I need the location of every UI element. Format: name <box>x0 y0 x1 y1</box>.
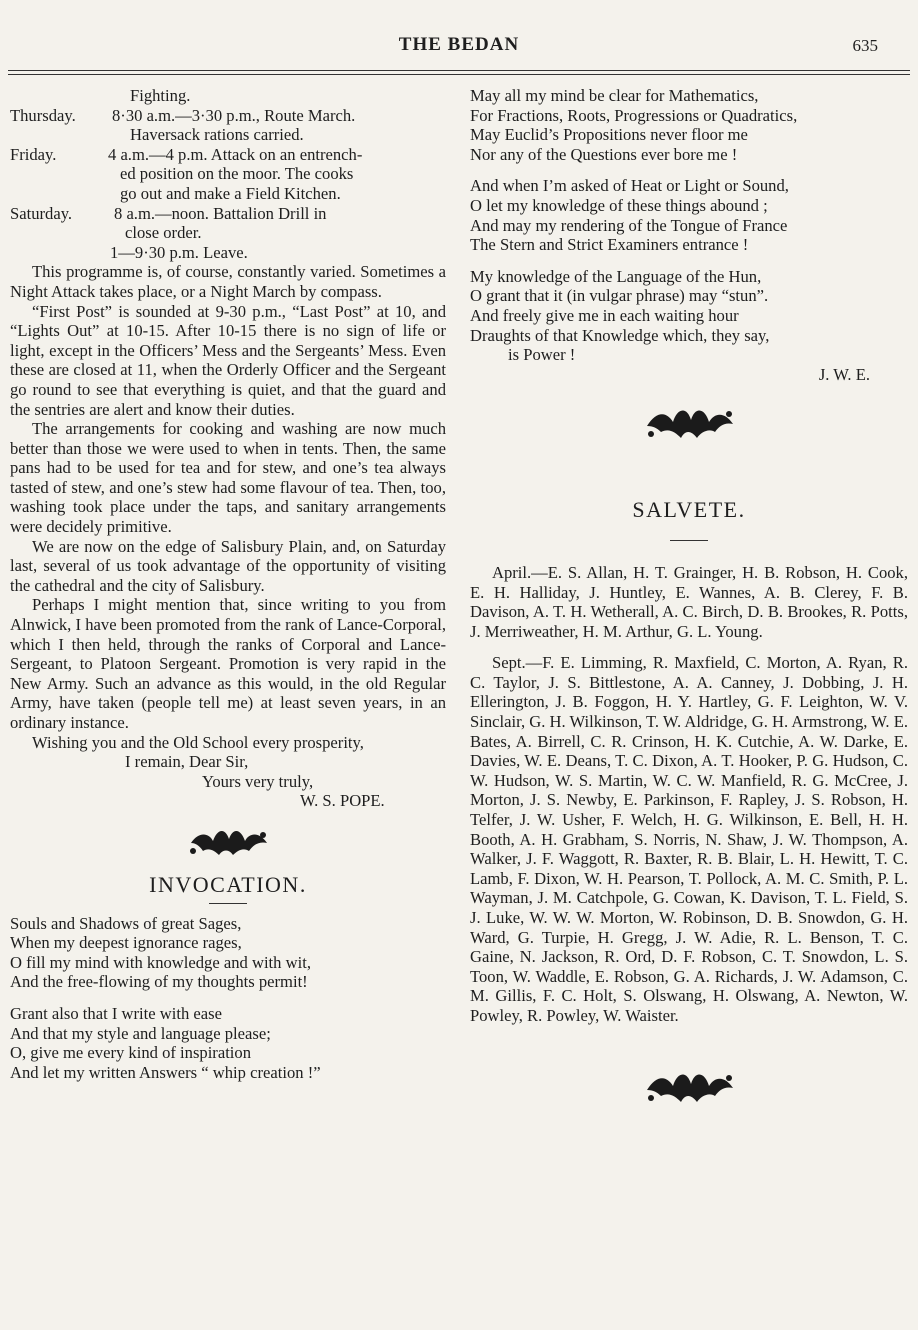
header-rule-top <box>8 70 910 71</box>
poem-line: And when I’m asked of Heat or Light or Sound, <box>470 176 789 196</box>
letter-closing: Yours very truly, <box>202 771 314 791</box>
right-column <box>470 86 908 1108</box>
letter-closing: I remain, Dear Sir, <box>125 752 249 772</box>
poem-line: My knowledge of the Language of the Hun, <box>470 266 762 286</box>
letter-paragraph: Perhaps I might mention that, since writing to you from Alnwick, I have been promoted from the rank of Lance-Corporal, which I then held, through the ranks of Corporal and Lance-Sergeant, to Platoon Sergeant. Promotion is very rapid in the New Army. Such an advance as this would, in the old Regular Army, have taken (people tell me) at least seven years, in an ordinary instance. <box>10 595 446 732</box>
ornament-icon <box>183 821 273 863</box>
salvete-list <box>470 563 908 1026</box>
schedule-saturday-cont: close order. <box>125 223 202 243</box>
schedule-text: 4 a.m.—4 p.m. Attack on an entrench- <box>108 144 363 164</box>
left-column <box>10 86 446 1082</box>
poem-line: is Power ! <box>508 345 576 365</box>
day-label: Thursday. <box>10 105 76 125</box>
poem-line: And let my written Answers “ whip creation !” <box>10 1062 321 1082</box>
invocation-stanza-5 <box>470 267 908 365</box>
poem-line: For Fractions, Roots, Progressions or Quadratics, <box>470 105 798 125</box>
poem-line: And that my style and language please; <box>10 1023 271 1043</box>
poem-author: J. W. E. <box>818 364 870 384</box>
schedule-friday-cont1: ed position on the moor. The cooks <box>120 164 354 184</box>
poem-line: And the free-flowing of my thoughts permit! <box>10 972 308 992</box>
invocation-stanza-1 <box>10 914 446 992</box>
invocation-stanza-2 <box>10 1004 446 1082</box>
poem-line: And freely give me in each waiting hour <box>470 305 739 325</box>
poem-line: And may my rendering of the Tongue of France <box>470 215 788 235</box>
schedule-text: 8·30 a.m.—3·30 p.m., Route March. <box>112 105 356 125</box>
page-number: 635 <box>852 36 878 55</box>
salvete-title: SALVETE. <box>632 497 746 523</box>
poem-line: May all my mind be clear for Mathematics, <box>470 86 759 105</box>
poem-line: Souls and Shadows of great Sages, <box>10 913 242 933</box>
schedule-friday-cont2: go out and make a Field Kitchen. <box>120 183 341 203</box>
poem-line: When my deepest ignorance rages, <box>10 933 242 953</box>
invocation-stanza-3 <box>470 86 908 164</box>
page-header <box>0 30 918 60</box>
letter-paragraph: Wishing you and the Old School every prosperity, <box>32 732 364 752</box>
header-rule-bottom <box>8 74 910 75</box>
letter-paragraph: This programme is, of course, constantly varied. Sometimes a Night Attack takes place, or a Night March by compass. <box>10 262 446 301</box>
schedule-thursday <box>10 106 446 126</box>
ornament-icon <box>639 1062 739 1108</box>
ornament-icon <box>639 398 739 444</box>
schedule-fighting: Fighting. <box>130 86 191 105</box>
letter-paragraph: The arrangements for cooking and washing are now much better than those we were used to when in tents. Then, the same pans had to be used for tea and for stew, and one’s tea always tasted of stew, and one’s stew had some flavour of tea. Then, too, washing took place under the taps, and sanitary arrangements were decidely primitive. <box>10 419 446 537</box>
day-label: Saturday. <box>10 203 73 223</box>
salvete-april: April.—E. S. Allan, H. T. Grainger, H. B. Robson, H. Cook, E. H. Halliday, J. Huntley, E. Wannes, A. B. Clerey, F. B. Davison, A. T. H. Wetherall, A. C. Birch, D. B. Brookes, R. Potts, J. Merriweather, H. M. Arthur, G. L. Young. <box>470 562 908 641</box>
letter-paragraph: We are now on the edge of Salisbury Plain, and, on Saturday last, several of us took advantage of the opportunity of visiting the cathedral and the city of Salisbury. <box>10 536 446 595</box>
poem-line: Nor any of the Questions ever bore me ! <box>470 144 738 164</box>
poem-line: O grant that it (in vulgar phrase) may “stun”. <box>470 286 769 306</box>
day-label: Friday. <box>10 144 57 164</box>
schedule-leave: 1—9·30 p.m. Leave. <box>110 242 248 262</box>
poem-line: May Euclid’s Propositions never floor me <box>470 125 748 145</box>
poem-line: O fill my mind with knowledge and with wit, <box>10 952 311 972</box>
letter-signature: W. S. POPE. <box>300 791 385 811</box>
schedule-saturday <box>10 204 446 224</box>
salvete-sept: Sept.—F. E. Limming, R. Maxfield, C. Morton, A. Ryan, R. C. Taylor, J. S. Bittlestone, A. A. Canney, J. Dobbing, J. H. Ellerington, J. B. Foggon, H. Y. Hartley, G. F. Leighton, W. V. Sinclair, G. H. Wilkinson, T. W. Aldridge, G. H. Armstrong, W. E. Bates, A. Birrell, C. R. Crinson, H. K. Cutchie, A. W. Darke, E. Davies, W. E. Deans, T. C. Dixon, A. T. Hooker, P. G. Hudson, C. W. Hudson, W. S. Martin, W. C. W. Manfield, R. G. McCree, J. Morton, J. S. Newby, E. Parkinson, F. Rapley, J. S. Robson, H. Telfer, J. W. Usher, F. Welch, H. G. Wilkinson, E. Bell, H. H. Booth, A. H. Grabham, S. Norris, N. Shaw, J. W. Thompson, A. Walker, J. F. Waggott, R. Baxter, R. B. Blair, L. H. Hewitt, T. C. Lamb, F. Dixon, W. H. Pearson, T. Pollock, A. M. C. Smith, P. L. Wayman, J. M. Catchpole, G. Cowan, K. Davison, T. L. Field, S. J. Luke, W. W. W. Morton, W. Robinson, D. B. Snowdon, G. H. Ward, G. Turpie, H. Gregg, J. W. Adie, R. L. Benson, T. C. Gaine, N. Jackson, R. Ord, D. F. Robson, C. T. Snowdon, L. S. Toon, W. Waddle, E. Robson, G. A. Richards, J. W. Adamson, C. M. Gillis, F. C. Holt, S. Olswang, H. Olswang, A. Newton, W. Powley, R. Powley, W. Waister. <box>470 653 908 1025</box>
schedule-friday <box>10 145 446 165</box>
journal-title: THE BEDAN <box>398 34 520 55</box>
poem-line: The Stern and Strict Examiners entrance ! <box>470 235 749 255</box>
invocation-title: INVOCATION. <box>149 871 307 897</box>
poem-line: Draughts of that Knowledge which, they say, <box>470 325 770 345</box>
schedule-thursday-cont: Haversack rations carried. <box>130 125 304 145</box>
invocation-stanza-4 <box>470 176 908 254</box>
poem-line: O, give me every kind of inspiration <box>10 1043 252 1063</box>
poem-line: Grant also that I write with ease <box>10 1003 222 1023</box>
schedule-text: 8 a.m.—noon. Battalion Drill in <box>114 203 327 223</box>
poem-line: O let my knowledge of these things abound ; <box>470 195 768 215</box>
letter-paragraph: “First Post” is sounded at 9-30 p.m., “Last Post” at 10, and “Lights Out” at 10-15. After 10-15 there is no sign of life or light, except in the Officers’ Mess and the Sergeants’ Mess. Even these are closed at 11, when the Orderly Officer and the Sergeant go round to see that everything is quiet, and that the guard and the sentries are alert and know their duties. <box>10 301 446 419</box>
